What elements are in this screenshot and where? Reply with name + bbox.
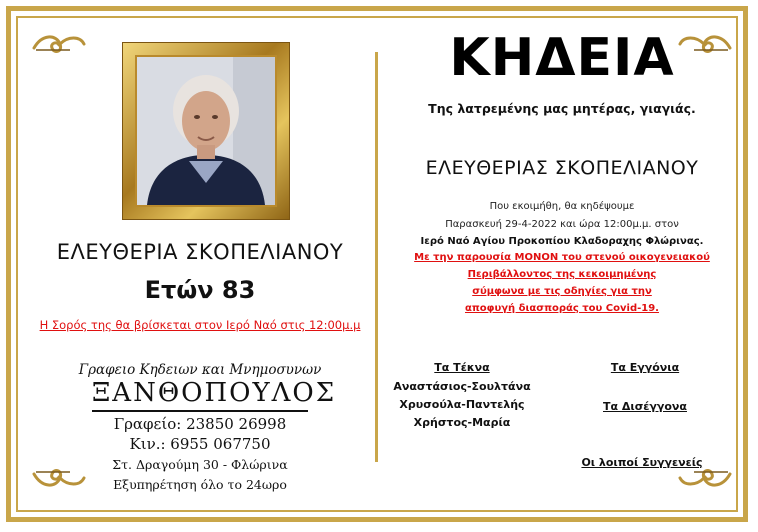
relatives-title: Οι λοιποί Συγγενείς (581, 456, 703, 469)
deceased-name-left: ΕΛΕΥΘΕΡΙΑ ΣΚΟΠΕΛΙΑΝΟΥ (56, 240, 344, 264)
child-1: Αναστάσιος-Σουλτάνα (393, 380, 531, 393)
funeral-home-name: ΞΑΝΘΟΠΟΥΛΟΣ (92, 378, 308, 412)
service-line-1: Που εκοιμήθη, θα κηδέψουμε (489, 201, 635, 212)
heading: ΚΗΔΕΙΑ (449, 28, 675, 88)
service-line-2: Παρασκευή 29-4-2022 και ώρα 12:00μ.μ. στον (445, 219, 679, 230)
restriction-line-2: Περιβάλλοντος της κεκοιμημένης (467, 269, 657, 280)
address: Στ. Δραγούμη 30 - Φλώρινα (112, 457, 288, 472)
deceased-name-right: ΕΛΕΥΘΕΡΙΑΣ ΣΚΟΠΕΛΙΑΝΟΥ (425, 157, 699, 179)
center-divider (375, 52, 378, 462)
restriction-line-3: σύμφωνα με τις οδηγίες για την (472, 286, 652, 297)
child-2: Χρυσούλα-Παντελής (399, 398, 525, 411)
great-grandchildren-title: Τα Δισέγγονα (603, 400, 687, 413)
restriction-line-4: αποφυγή διασποράς του Covid-19. (465, 303, 659, 314)
mobile-phone: Κιν.: 6955 067750 (129, 435, 271, 453)
portrait-photo (135, 55, 277, 207)
gold-picture-frame (122, 42, 290, 220)
service-hours: Εξυπηρέτηση όλο το 24ωρο (113, 477, 287, 492)
church-line: Ιερό Ναό Αγίου Προκοπίου Κλαδοραχης Φλώρινας. (420, 236, 704, 247)
age-label: Ετών 83 (144, 276, 256, 304)
children-title: Τα Τέκνα (434, 361, 490, 374)
remains-notice: Η Σορός της θα βρίσκεται στον Ιερό Ναό στις 12:00μ.μ (39, 318, 361, 332)
restriction-line-1: Με την παρουσία ΜΟΝΟΝ του στενού οικογενειακού (414, 252, 710, 263)
flourish-ornament-icon (30, 30, 88, 58)
office-phone: Γραφείο: 23850 26998 (113, 415, 287, 433)
intro-text: Της λατρεμένης μας μητέρας, γιαγιάς. (428, 101, 696, 116)
child-3: Χρήστος-Μαρία (413, 416, 511, 429)
grandchildren-title: Τα Εγγόνια (610, 361, 680, 374)
funeral-home-title: Γραφειο Κηδειων και Μνημοσυνων (78, 362, 322, 378)
portrait-icon (137, 57, 275, 205)
